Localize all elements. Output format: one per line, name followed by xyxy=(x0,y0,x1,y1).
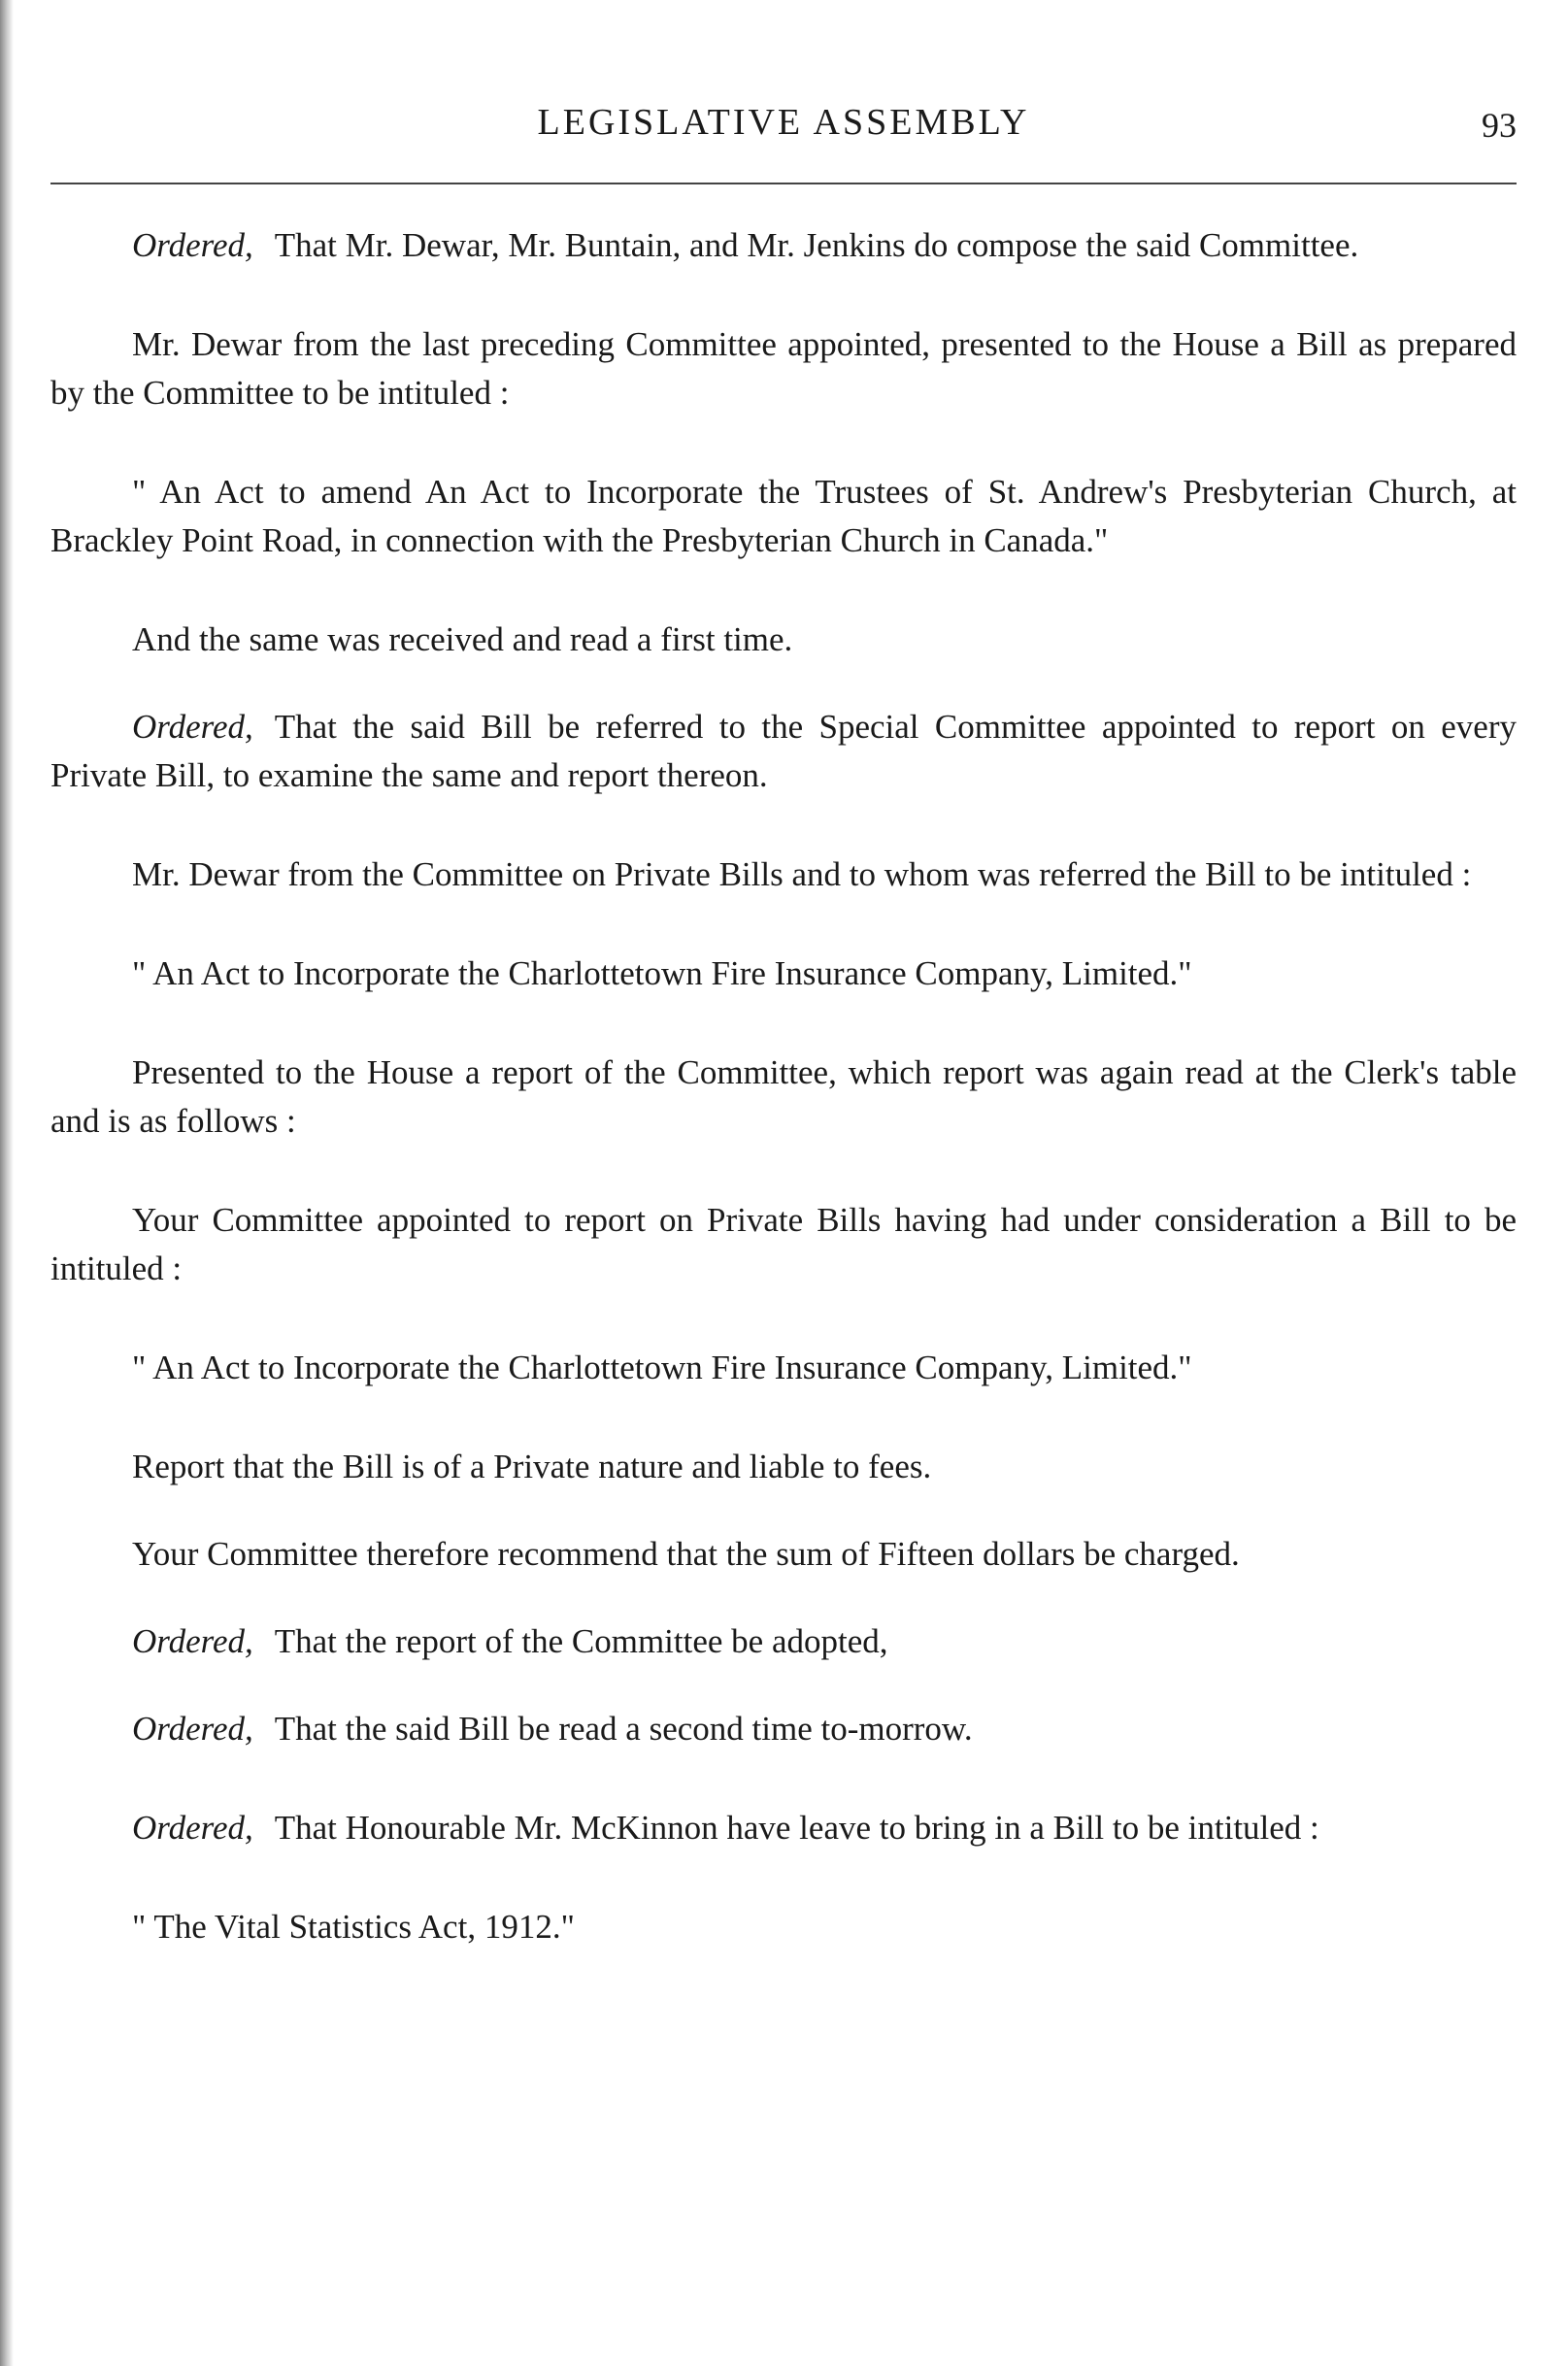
bill-title: " The Vital Statistics Act, 1912." xyxy=(132,1908,575,1946)
ordered-label: Ordered, xyxy=(132,1710,253,1748)
paragraph-text: Presented to the House a report of the Committee, which report was again read at the Clerk's table and is as follows : xyxy=(50,1053,1517,1140)
running-head xyxy=(50,97,1517,155)
paragraph-10 xyxy=(50,1344,1517,1392)
paragraph-3 xyxy=(50,468,1517,565)
paragraph-15 xyxy=(50,1804,1517,1852)
paragraph-text: And the same was received and read a first time. xyxy=(132,620,793,658)
paragraph-6 xyxy=(50,850,1517,899)
header-rule xyxy=(50,183,1517,184)
ordered-label: Ordered, xyxy=(132,708,253,746)
paragraph-11 xyxy=(50,1443,1517,1491)
paragraph-text: Your Committee appointed to report on Private Bills having had under consideration a Bill to be intituled : xyxy=(50,1201,1517,1287)
bill-title: " An Act to Incorporate the Charlottetown Fire Insurance Company, Limited." xyxy=(132,954,1192,992)
paragraph-2 xyxy=(50,320,1517,417)
ordered-label: Ordered, xyxy=(132,226,253,264)
journal-body xyxy=(50,221,1517,2002)
paragraph-text: That the said Bill be read a second time to-morrow. xyxy=(274,1710,973,1748)
paragraph-16 xyxy=(50,1903,1517,1951)
paragraph-9 xyxy=(50,1196,1517,1293)
paragraph-text: Mr. Dewar from the last preceding Committee appointed, presented to the House a Bill as prepared by the Committee to be intituled : xyxy=(50,325,1517,412)
paragraph-text: That Honourable Mr. McKinnon have leave to bring in a Bill to be intituled : xyxy=(274,1809,1319,1847)
page-number: 93 xyxy=(1482,106,1517,145)
paragraph-4 xyxy=(50,616,1517,664)
paragraph-7 xyxy=(50,950,1517,998)
page-binding-edge xyxy=(0,0,14,2366)
document-page xyxy=(50,97,1517,1946)
paragraph-14 xyxy=(50,1705,1517,1753)
paragraph-13 xyxy=(50,1617,1517,1666)
paragraph-8 xyxy=(50,1049,1517,1146)
bill-title: " An Act to Incorporate the Charlottetown Fire Insurance Company, Limited." xyxy=(132,1349,1192,1386)
paragraph-5 xyxy=(50,703,1517,800)
paragraph-text: Your Committee therefore recommend that the sum of Fifteen dollars be charged. xyxy=(132,1535,1240,1573)
bill-title: " An Act to amend An Act to Incorporate the Trustees of St. Andrew's Presbyterian Church, at Brackley Point Road, in connection with the Presbyterian Church in Canada." xyxy=(50,473,1517,559)
ordered-label: Ordered, xyxy=(132,1622,253,1660)
paragraph-1 xyxy=(50,221,1517,270)
paragraph-text: Report that the Bill is of a Private nature and liable to fees. xyxy=(132,1448,932,1485)
paragraph-12 xyxy=(50,1530,1517,1579)
paragraph-text: That the said Bill be referred to the Special Committee appointed to report on every Private Bill, to examine the same and report thereon. xyxy=(50,708,1517,794)
paragraph-text: Mr. Dewar from the Committee on Private Bills and to whom was referred the Bill to be intituled : xyxy=(132,855,1472,893)
paragraph-text: That Mr. Dewar, Mr. Buntain, and Mr. Jenkins do compose the said Committee. xyxy=(274,226,1359,264)
paragraph-text: That the report of the Committee be adopted, xyxy=(274,1622,888,1660)
running-title: LEGISLATIVE ASSEMBLY xyxy=(537,102,1030,143)
ordered-label: Ordered, xyxy=(132,1809,253,1847)
